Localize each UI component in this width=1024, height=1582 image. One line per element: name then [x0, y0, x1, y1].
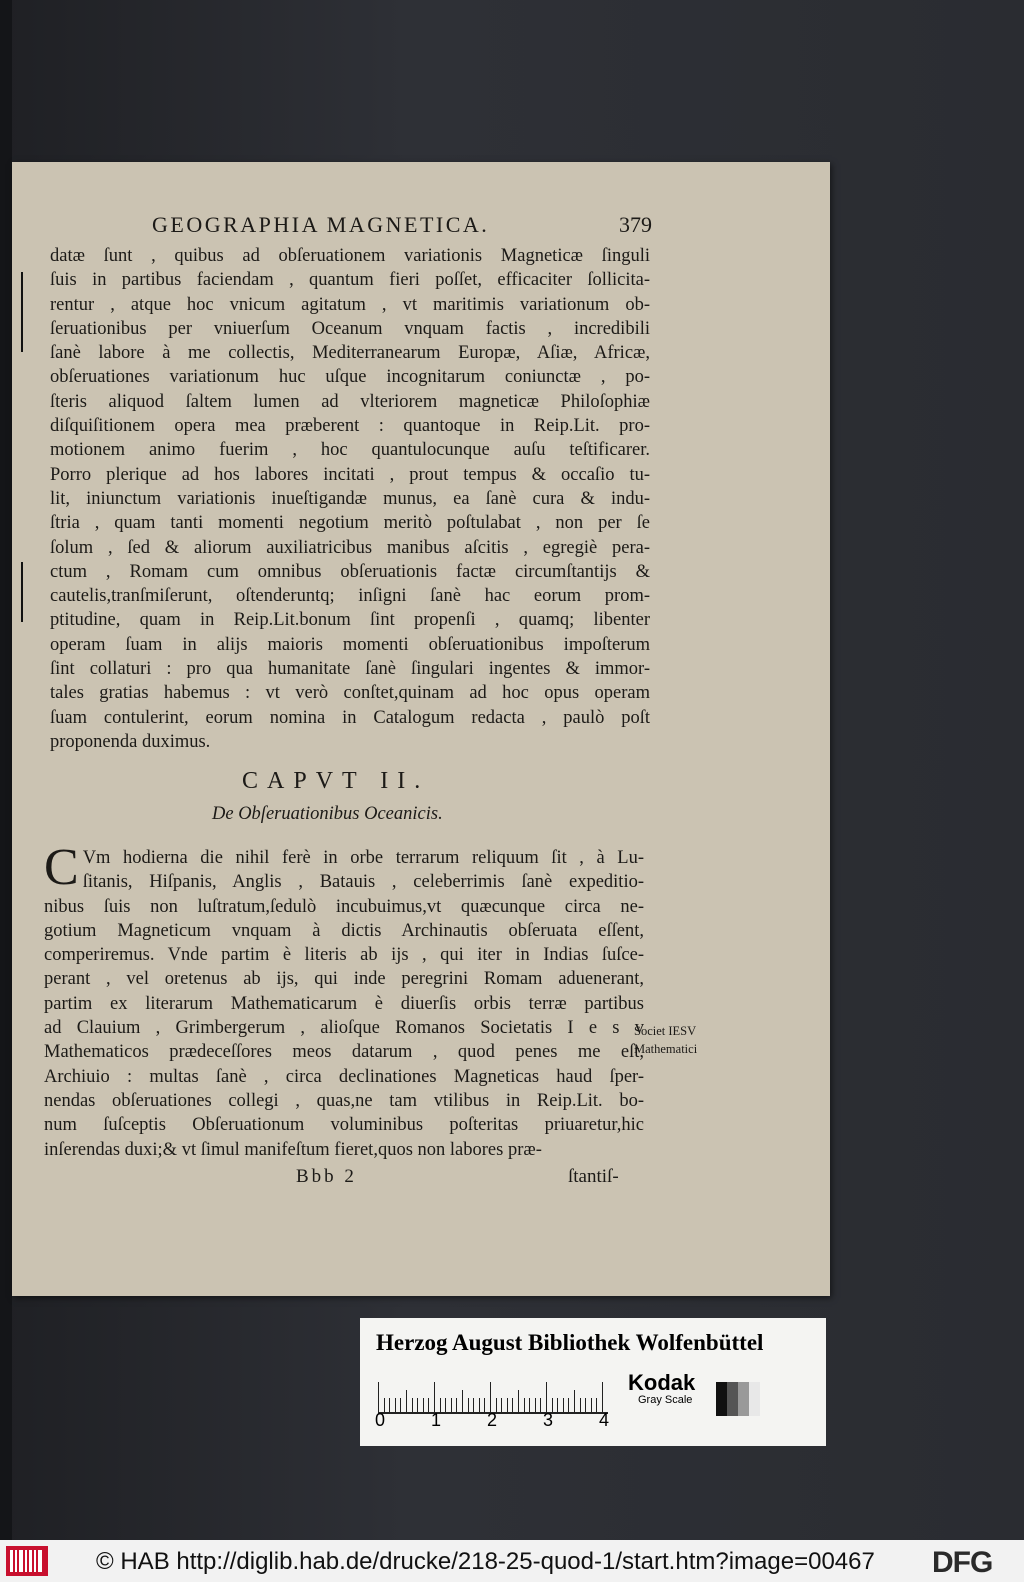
ruler-tick — [518, 1390, 519, 1412]
text-line: gotium Magneticum vnquam à dictis Archinautis obſeruata eſſent, — [44, 920, 644, 941]
text-line: ſeruationibus per vniuerſum Oceanum vnquam factis , incredibili — [50, 318, 650, 339]
text-line: ſolum , ſed & aliorum auxiliatricibus manibus aſcitis , egregiè pera- — [50, 537, 650, 558]
text-line: ptitudine, quam in Reip.Lit.bonum ſint propenſi , quamq; libenter — [50, 610, 650, 631]
text-line: ſanè labore à me collectis, Mediterranearum Europæ, Aſiæ, Africæ, — [50, 343, 650, 364]
chapter-title: CAPVT II. — [242, 768, 430, 794]
text-line: ſtria , quam tanti momenti negotium meritò poſtulabat , non per ſe — [50, 513, 650, 534]
text-line: obſeruationes variationum huc uſque incognitarum coniunctæ , po- — [50, 367, 650, 388]
text-line: comperiremus. Vnde partim è literis ab ijs , qui iter in Indias ſuſce- — [44, 945, 644, 966]
ruler-number: 1 — [430, 1410, 441, 1430]
gray-scale-patches — [716, 1382, 760, 1416]
gray-patch — [727, 1382, 738, 1416]
text-line: Porro plerique ad hos labores incitati , prout tempus & occaſio tu- — [50, 464, 650, 485]
ruler-tick — [490, 1382, 491, 1412]
book-page — [12, 162, 830, 1296]
ruler-tick — [462, 1390, 463, 1412]
chapter-subtitle: De Obſeruationibus Oceanicis. — [212, 804, 443, 824]
grayscale-label: Gray Scale — [638, 1394, 693, 1406]
paragraph-2 — [44, 839, 644, 1162]
text-line: inſerendas duxi;& vt ſimul manifeſtum fieret,quos non labores præ- — [44, 1139, 542, 1160]
scan-edge-strip — [0, 0, 12, 1540]
text-line: ſitanis, Hiſpanis, Anglis , Batauis , celeberrimis ſanè expeditio- — [82, 872, 644, 893]
text-line: operam ſuam in alijs maioris momenti obſeruationibus impoſterum — [50, 634, 650, 655]
ruler-tick — [406, 1390, 407, 1412]
ruler-number: 4 — [598, 1410, 609, 1430]
library-color-card — [360, 1318, 826, 1446]
signature-mark: Bbb 2 — [296, 1166, 357, 1187]
text-line: rentur , atque hoc vnicum agitatum , vt maritimis variationum ob- — [50, 294, 650, 315]
ruler-tick — [434, 1382, 435, 1412]
margin-note — [634, 1022, 744, 1058]
text-line: Mathematicos prædeceſſores meos datarum , quod penes me eſt, — [44, 1042, 644, 1063]
text-line: datæ ſunt , quibus ad obſeruationem variationis Magneticæ ſinguli — [50, 246, 650, 266]
text-line: tales gratias habemus : vt verò conſtet,quinam ad hoc opus operam — [50, 683, 650, 704]
ruler-tick — [378, 1382, 379, 1412]
page-number: 379 — [619, 212, 652, 237]
dropcap-initial: C — [44, 839, 79, 896]
copyright-url[interactable]: © HAB http://diglib.hab.de/drucke/218-25-quod-1/start.htm?image=00467 — [96, 1548, 875, 1575]
running-head: GEOGRAPHIA MAGNETICA. — [152, 212, 490, 237]
paragraph-2-lines — [44, 839, 644, 1162]
text-line: ſuis in partibus faciendam , quantum fieri poſſet, efficaciter ſollicita- — [50, 270, 650, 291]
text-line: motionem animo fuerim , hoc quantulocunque auſu teſtificarer. — [50, 440, 650, 461]
measurement-ruler — [378, 1374, 608, 1414]
ruler-tick — [574, 1390, 575, 1412]
kodak-label: Kodak — [628, 1370, 696, 1395]
ruler-tick — [546, 1382, 547, 1412]
gray-patch — [749, 1382, 760, 1416]
text-line: ſteris aliquod ſaltem lumen ad vlteriorem magneticæ Philoſophiæ — [50, 391, 650, 412]
text-line: cautelis,tranſmiſerunt, oſtenderuntq; inſigni ſanè hac eorum prom- — [50, 586, 650, 607]
text-line: Archiuio : multas ſanè , circa declinationes Magneticas haud ſper- — [44, 1066, 644, 1087]
dfg-logo: DFG — [932, 1546, 993, 1579]
catchword: ſtantiſ- — [568, 1166, 619, 1187]
paragraph-1 — [50, 244, 650, 754]
text-line: perant , vel oretenus ab ijs, qui inde peregrini Romam aduenerant, — [44, 969, 644, 990]
text-line: num ſuſceptis Obſeruationum voluminibus poſteritas priuaretur,hic — [44, 1115, 644, 1136]
text-line: nendas obſeruationes collegi , quas,ne tam vtilibus in Reip.Lit. bo- — [44, 1090, 644, 1111]
ruler-number: 0 — [374, 1410, 385, 1430]
barcode-icon — [6, 1546, 48, 1576]
margin-note-line: Societ IESV — [634, 1024, 697, 1038]
gray-patch — [738, 1382, 749, 1416]
ruler-numbers — [372, 1410, 622, 1434]
page-edge-mark — [21, 272, 23, 352]
text-line: diſquiſitionem opera mea præberent : quantoque in Reip.Lit. pro- — [50, 416, 650, 437]
text-line: ctum , Romam cum omnibus obſeruationis factæ circumſtantijs & — [50, 561, 650, 582]
text-line: lit, iniunctum variationis inueſtigandæ munus, ea ſanè cura & indu- — [50, 488, 650, 509]
ruler-number: 2 — [486, 1410, 497, 1430]
text-line: nibus ſuis non luſtratum,ſedulò incubuimus,vt quæcunque circa ne- — [44, 896, 644, 917]
text-line: proponenda duximus. — [50, 731, 211, 752]
ruler-tick — [602, 1382, 603, 1412]
gray-patch — [716, 1382, 727, 1416]
text-line: ſint collaturi : pro qua humanitate ſanè ſingulari ingentes & immor- — [50, 659, 650, 680]
library-name: Herzog August Bibliothek Wolfenbüttel — [376, 1330, 764, 1355]
ruler-number: 3 — [542, 1410, 553, 1430]
text-line: Vm hodierna die nihil ferè in orbe terrarum reliquum ſit , à Lu- — [82, 848, 644, 868]
page-edge-mark — [21, 562, 23, 622]
text-line: partim ex literarum Mathematicarum è diuerſis orbis terræ partibus — [44, 993, 644, 1014]
text-line: ad Clauium , Grimbergerum , alioſque Romanos Societatis I e s v — [44, 1018, 644, 1039]
footer-bar — [0, 1540, 1024, 1582]
margin-note-line: Mathematici — [634, 1042, 698, 1056]
text-line: ſuam contulerint, eorum nomina in Catalogum redacta , paulò poſt — [50, 707, 650, 728]
